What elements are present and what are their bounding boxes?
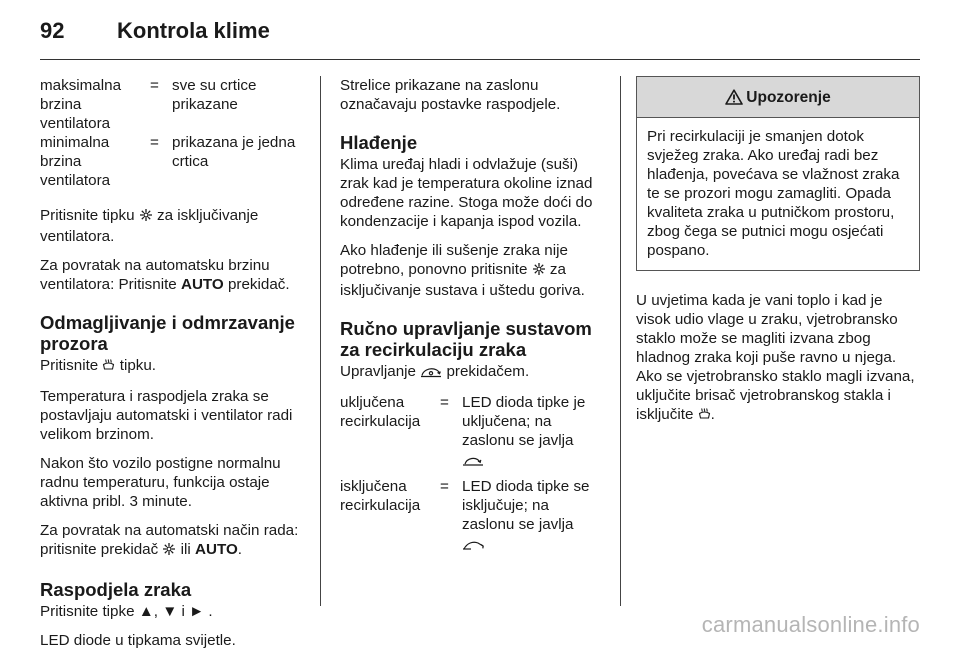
term: uključena recirkulacija [340, 394, 421, 430]
table-row [340, 477, 608, 555]
equals: = [150, 134, 159, 151]
paragraph: Strelice prikazane na zaslonu označavaju postavke raspodjele. [340, 77, 561, 113]
column-separator [620, 76, 621, 606]
paragraph: Za povratak na automatski način rada: pritisnite prekidač ili AUTO. [40, 521, 308, 561]
paragraph: LED diode u tipkama svijetle. [40, 632, 236, 649]
windshield-defrost-icon [698, 407, 711, 426]
term: isključena recirkulacija [340, 478, 421, 514]
fan-icon [139, 208, 153, 227]
paragraph: Klima uređaj hladi i odvlažuje (suši) zrak kad je temperatura okoline iznad određene razine. Stoga može doći do kondenzacije i kapanja ispod vozila. [340, 156, 593, 230]
page-title: Kontrola klime [117, 18, 270, 43]
ac-snowflake-icon [532, 262, 546, 281]
recirculation-icon [420, 364, 442, 383]
definition: LED dioda tipke je uključena; na zaslonu se javlja [462, 393, 608, 471]
warning-title: Upozorenje [746, 88, 831, 106]
watermark: carmanualsonline.info [701, 612, 920, 637]
recirculation-table [340, 393, 608, 555]
term: minimalna brzina ventilatora [40, 134, 111, 189]
definition: LED dioda tipke se isključuje; na zaslonu se javlja [462, 477, 608, 555]
table-row [340, 393, 608, 471]
paragraph: Pritisnite tipku. [40, 356, 308, 377]
definition: sve su crtice prikazane [172, 77, 257, 113]
paragraph: Pritisnite tipke ▲, ▼ i ► . [40, 603, 213, 620]
table-row [40, 133, 308, 190]
equals: = [150, 77, 159, 94]
equals: = [440, 394, 449, 411]
definition: prikazana je jedna crtica [172, 134, 296, 170]
equals: = [440, 478, 449, 495]
recirculation-on-icon [462, 452, 484, 471]
paragraph: Nakon što vozilo postigne normalnu radnu temperaturu, funkcija ostaje aktivna pribl. 3 minute. [40, 455, 281, 510]
paragraph: Upravljanje prekidačem. [340, 362, 608, 383]
section-heading: Hlađenje [340, 132, 418, 153]
table-row [40, 76, 308, 133]
paragraph: Za povratak na automatsku brzinu ventilatora: Pritisnite AUTO prekidač. [40, 257, 290, 293]
warning-triangle-icon [725, 89, 743, 105]
column-right [636, 76, 920, 436]
windshield-defrost-icon [102, 358, 115, 377]
warning-text: Pri recirkulaciji je smanjen dotok svježeg zraka. Ako uređaj radi bez hlađenja, povećava se vlažnost zraka te se prozori mogu zamagliti. Opada kvaliteta zraka u putničkom prostoru, zbog čega se putnici mogu osjećati pospano. [647, 128, 900, 259]
section-heading: Ručno upravljanje sustavom za recirkulaciju zraka [340, 318, 592, 360]
fan-icon [162, 542, 176, 561]
header-rule [40, 59, 920, 60]
page-number: 92 [40, 18, 65, 43]
paragraph: Pritisnite tipku za isključivanje ventilatora. [40, 207, 259, 245]
section-heading: Raspodjela zraka [40, 579, 192, 600]
section-heading: Odmagljivanje i odmrzavanje prozora [40, 312, 295, 354]
column-separator [320, 76, 321, 606]
paragraph: Ako hlađenje ili sušenje zraka nije potrebno, ponovno pritisnite za isključivanje sustava i uštedu goriva. [340, 242, 585, 299]
paragraph: U uvjetima kada je vani toplo i kad je visok udio vlage u zraku, vjetrobransko staklo može se magliti izvana zbog hladnog zraka koji puše ravno u njega. Ako se vjetrobransko staklo magli izvana, uključite brisač vjetrobranskog stakla i isključite . [636, 291, 920, 426]
column-left [40, 76, 308, 660]
warning-header [637, 77, 919, 118]
fan-speed-table [40, 76, 308, 190]
column-middle [340, 76, 608, 571]
term: maksimalna brzina ventilatora [40, 77, 122, 132]
recirculation-off-icon [462, 536, 486, 555]
warning-box [636, 76, 920, 271]
paragraph: Temperatura i raspodjela zraka se postavljaju automatski i ventilator radi velikom brzinom. [40, 388, 293, 443]
